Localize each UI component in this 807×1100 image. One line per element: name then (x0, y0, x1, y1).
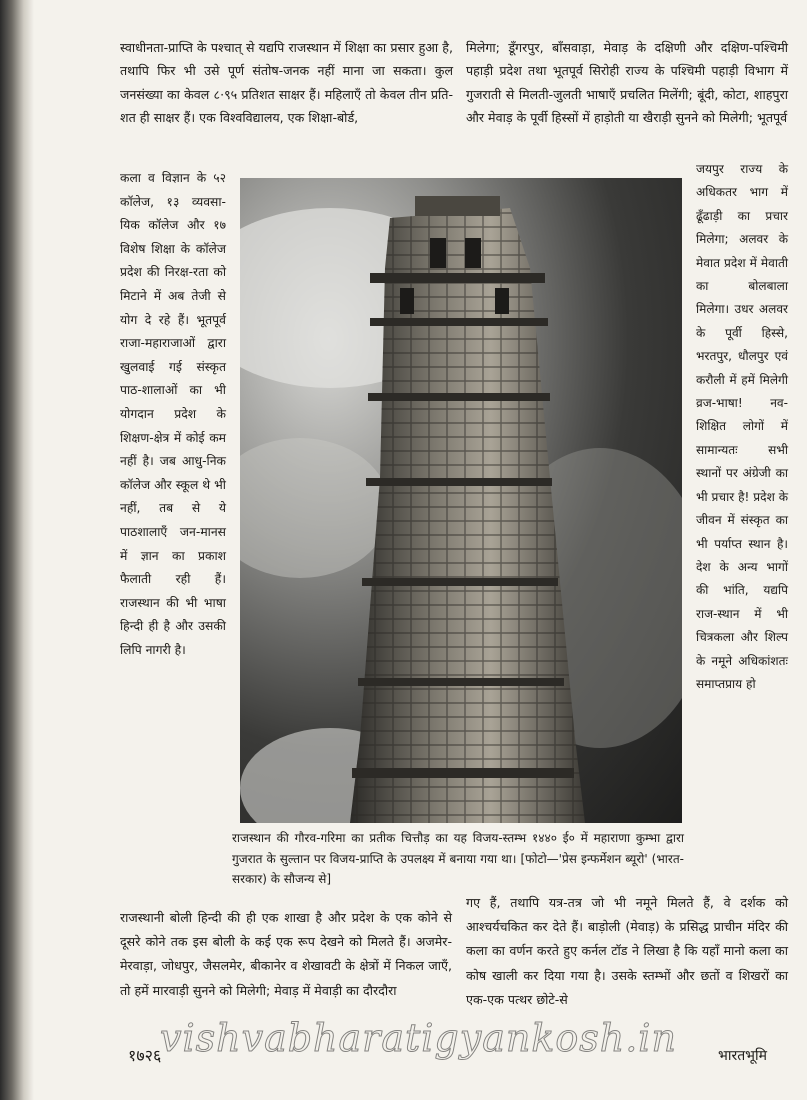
vijay-stambh-photo (240, 178, 682, 823)
bottom-left-paragraph: राजस्थानी बोली हिन्दी की ही एक शाखा है और प्रदेश के एक कोने से दूसरे कोने तक इस बोली के कई एक रूप देखने को मिलते हैं। अजमेर-मेरवाड़ा, जोधपुर, जैसलमेर, बीकानेर व शेखावटी के क्षेत्रों में निकल जाएँ, तो हमें मारवाड़ी सुनने को मिलेगी; मेवाड़ में मेवाड़ी का दौरदौरा (120, 910, 452, 998)
tower-illustration (240, 178, 682, 823)
bottom-right-paragraph: गए हैं, तथापि यत्र-तत्र जो भी नमूने मिलते हैं, वे दर्शक को आश्चर्यचकित कर देते हैं। बाड़ोली (मेवाड़) के प्रसिद्ध प्राचीन मंदिर की कला का वर्णन करते हुए कर्नल टॉड ने लिखा है कि यहाँ मानो कला का कोष खाली कर दिया गया है। उसके स्तम्भों और छतों व शिखरों का एक-एक पत्थर छोटे-से (466, 895, 788, 1007)
right-column-paragraph: जयपुर राज्य के अधिकतर भाग में ढूँढाड़ी का प्रचार मिलेगा; अलवर के मेवात प्रदेश में मेवाती का बोलबाला मिलेगा। उधर अलवर के पूर्वी हिस्से, भरतपुर, धौलपुर एवं करौली में हमें मिलेगी व्रज-भाषा! नव-शिक्षित लोगों में सामान्यतः सभी स्थानों पर अंग्रेजी का भी प्रचार है! प्रदेश के जीवन में संस्कृत का भी पर्याप्त स्थान है। देश के अन्य भागों की भांति, यद्यपि राज-स्थान में भी चित्रकला और शिल्प के नमूने अधिकांशतः समाप्तप्राय हो (696, 162, 788, 691)
running-title: भारतभूमि (718, 1048, 768, 1064)
book-binding-shadow (0, 0, 34, 1100)
page-number: १७२६ (128, 1046, 162, 1065)
top-right-paragraph: मिलेगा; डूँगरपुर, बाँसवाड़ा, मेवाड़ के दक्षिणी और दक्षिण-पश्चिमी पहाड़ी प्रदेश तथा भूतपूर्व सिरोही राज्य के पश्चिमी पहाड़ी विभाग में गुजराती से मिलती-जुलती भाषाएँ प्रचलित मिलेंगी; बूंदी, कोटा, शाहपुरा और मेवाड़ के पूर्वी हिस्सों में हाड़ोती या खैराड़ी सुनने को मिलेगी; भूतपूर्व (466, 40, 788, 126)
left-column-paragraph: कला व विज्ञान के ५२ कॉलेज, १३ व्यवसा-यिक कॉलेज और १७ विशेष शिक्षा के कॉलेज प्रदेश की निरक्ष-रता को मिटाने में अब तेजी से योग दे रहे हैं। भूतपूर्व राजा-महाराजाओं द्वारा खुलवाई गई संस्कृत पाठ-शालाओं का भी योगदान प्रदेश के शिक्षण-क्षेत्र में कोई कम नहीं है। जब आधु-निक कॉलेज और स्कूल थे भी नहीं, तब से ये पाठशालाएँ जन-मानस में ज्ञान का प्रकाश फैलाती रही हैं। राजस्थान की भी भाषा हिन्दी ही है और उसकी लिपि नागरी है। (120, 171, 226, 657)
top-left-paragraph: स्वाधीनता-प्राप्ति के पश्चात् से यद्यपि राजस्थान में शिक्षा का प्रसार हुआ है, तथापि फिर भी उसे पूर्ण संतोष-जनक नहीं माना जा सकता। कुल जनसंख्या का केवल ८·९५ प्रतिशत साक्षर हैं। महिलाएँ तो केवल तीन प्रति-शत ही साक्षर हैं। एक विश्वविद्यालय, एक शिक्षा-बोर्ड, (120, 40, 453, 126)
site-watermark: vishvabharatigyankosh.in (160, 1016, 677, 1060)
photo-caption: राजस्थान की गौरव-गरिमा का प्रतीक चित्तौड़ का यह विजय-स्तम्भ १४४० ई० में महाराणा कुम्भा द्वारा गुजरात के सुल्तान पर विजय-प्राप्ति के उपलक्ष्य में बनाया गया था। [फोटो—'प्रेस इन्फर्मेशन ब्यूरो' (भारत-सरकार) के सौजन्य से] (232, 831, 684, 886)
